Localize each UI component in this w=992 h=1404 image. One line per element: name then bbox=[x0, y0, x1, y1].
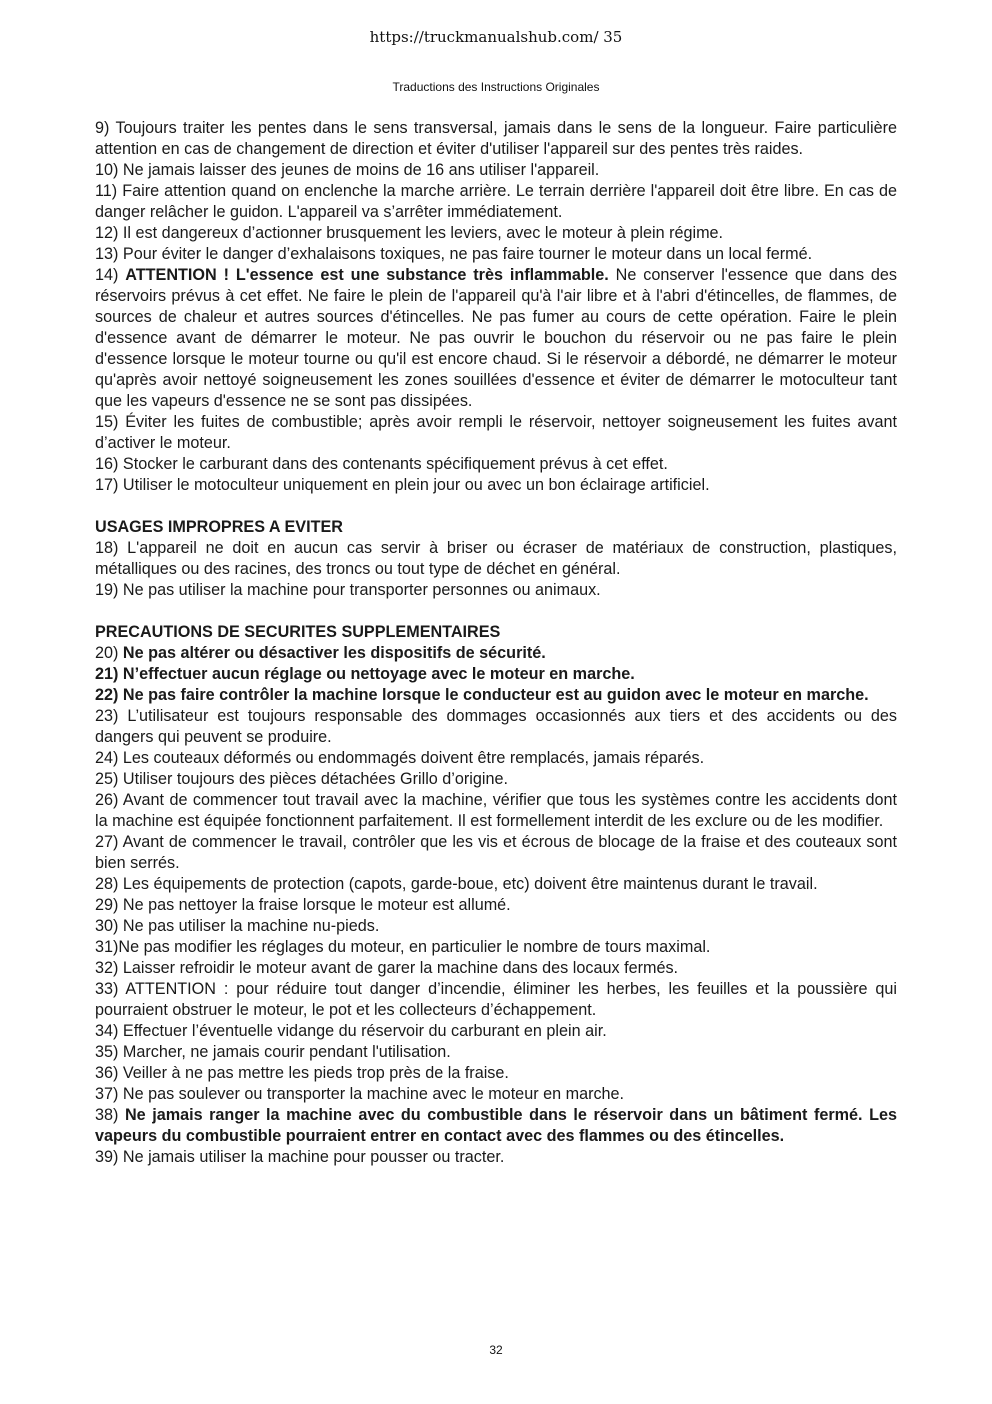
list-item: 13) Pour éviter le danger d’exhalaisons toxiques, ne pas faire tourner le moteur dans un local fermé. bbox=[95, 245, 813, 263]
item-text-bold: Ne pas altérer ou désactiver les dispositifs de sécurité. bbox=[122, 644, 546, 662]
list-item: 26) Avant de commencer tout travail avec la machine, vérifier que tous les systèmes contre les accidents dont la machine est équipée fonctionnent parfaitement. Il est formellement interdit de les exclure ou de les modifier. bbox=[95, 791, 897, 830]
list-item: 17) Utiliser le motoculteur uniquement en plein jour ou avec un bon éclairage artificiel. bbox=[95, 476, 710, 494]
list-item: 15) Éviter les fuites de combustible; après avoir rempli le réservoir, nettoyer soigneusement les fuites avant d’activer le moteur. bbox=[95, 413, 897, 452]
spacer bbox=[95, 496, 897, 517]
list-item: 23) L’utilisateur est toujours responsable des dommages occasionnés aux tiers et des accidents ou des dangers qui peuvent se produire. bbox=[95, 707, 897, 746]
item-number: 14) bbox=[95, 266, 119, 284]
item-text: Ne conserver l'essence que dans des réservoirs prévus à cet effet. Ne faire le plein de l'appareil qu'à l'air libre et à l'abri d'étincelles, de flammes, de sources de chaleur et autres sources d'étincelles. Ne pas fumer au cours de cette opération. Faire le plein d'essence avant de démarrer le moteur. Ne pas ouvrir le bouchon du réservoir ou ne pas faire le plein d'essence lorsque le moteur tourne ou qu'il est encore chaud. Si le réservoir a débordé, ne démarrer le moteur qu'après avoir nettoyé soigneusement les zones souillées d'essence et éviter de démarrer le motoculteur tant que les vapeurs d'essence ne se sont pas dissipées. bbox=[95, 266, 898, 410]
list-item: 35) Marcher, ne jamais courir pendant l'utilisation. bbox=[95, 1043, 451, 1061]
document-subtitle: Traductions des Instructions Originales bbox=[392, 80, 600, 94]
source-url[interactable]: https://truckmanualshub.com/ 35 bbox=[369, 28, 623, 46]
section-heading-improper-uses: USAGES IMPROPRES A EVITER bbox=[95, 518, 343, 536]
list-item: 34) Effectuer l’éventuelle vidange du réservoir du carburant en plein air. bbox=[95, 1022, 607, 1040]
list-item: 29) Ne pas nettoyer la fraise lorsque le moteur est allumé. bbox=[95, 896, 511, 914]
list-item bbox=[95, 1105, 897, 1147]
list-item: 36) Veiller à ne pas mettre les pieds trop près de la fraise. bbox=[95, 1064, 509, 1082]
list-item: 21) N’effectuer aucun réglage ou nettoyage avec le moteur en marche. bbox=[95, 665, 635, 683]
page-number: 32 bbox=[489, 1343, 503, 1357]
list-item bbox=[95, 643, 897, 664]
list-item: 37) Ne pas soulever ou transporter la machine avec le moteur en marche. bbox=[95, 1085, 625, 1103]
list-item: 19) Ne pas utiliser la machine pour transporter personnes ou animaux. bbox=[95, 581, 601, 599]
list-item: 30) Ne pas utiliser la machine nu-pieds. bbox=[95, 917, 380, 935]
section-heading-safety-precautions: PRECAUTIONS DE SECURITES SUPPLEMENTAIRES bbox=[95, 623, 501, 641]
list-item: 16) Stocker le carburant dans des contenants spécifiquement prévus à cet effet. bbox=[95, 455, 668, 473]
list-item: 32) Laisser refroidir le moteur avant de garer la machine dans des locaux fermés. bbox=[95, 959, 679, 977]
list-item: 27) Avant de commencer le travail, contrôler que les vis et écrous de blocage de la fraise et des couteaux sont bien serrés. bbox=[95, 833, 897, 872]
list-item: 10) Ne jamais laisser des jeunes de moins de 16 ans utiliser l'appareil. bbox=[95, 161, 600, 179]
list-item: 11) Faire attention quand on enclenche la marche arrière. Le terrain derrière l'appareil doit être libre. En cas de danger relâcher le guidon. L'appareil va s’arrêter immédiatement. bbox=[95, 182, 897, 221]
list-item bbox=[95, 265, 897, 412]
spacer bbox=[95, 601, 897, 622]
list-item: 12) Il est dangereux d’actionner brusquement les leviers, avec le moteur à plein régime. bbox=[95, 224, 724, 242]
document-body bbox=[95, 118, 897, 1168]
list-item: 31)Ne pas modifier les réglages du moteur, en particulier le nombre de tours maximal. bbox=[95, 938, 711, 956]
list-item: 18) L'appareil ne doit en aucun cas servir à briser ou écraser de matériaux de construction, plastiques, métalliques ou des racines, des troncs ou tout type de déchet en général. bbox=[95, 539, 897, 578]
item-number: 20) bbox=[95, 644, 119, 662]
list-item: 22) Ne pas faire contrôler la machine lorsque le conducteur est au guidon avec le moteur en marche. bbox=[95, 686, 869, 704]
list-item: 39) Ne jamais utiliser la machine pour pousser ou tracter. bbox=[95, 1148, 505, 1166]
list-item: 33) ATTENTION : pour réduire tout danger d’incendie, éliminer les herbes, les feuilles et la poussière qui pourraient obstruer le moteur, le pot et les collecteurs d’échappement. bbox=[95, 980, 897, 1019]
list-item: 24) Les couteaux déformés ou endommagés doivent être remplacés, jamais réparés. bbox=[95, 749, 705, 767]
item-text-bold: Ne jamais ranger la machine avec du combustible dans le réservoir dans un bâtiment fermé. Les vapeurs du combustible pourraient entrer en contact avec des flammes ou des étincelles. bbox=[95, 1106, 897, 1145]
list-item: 25) Utiliser toujours des pièces détachées Grillo d’origine. bbox=[95, 770, 508, 788]
list-item: 28) Les équipements de protection (capots, garde-boue, etc) doivent être maintenus durant le travail. bbox=[95, 875, 818, 893]
fuel-warning: ATTENTION ! L'essence est une substance très inflammable. bbox=[125, 266, 609, 284]
list-item: 9) Toujours traiter les pentes dans le sens transversal, jamais dans le sens de la longueur. Faire particulière attention en cas de changement de direction et éviter d'utiliser l'appareil sur des pentes très raides. bbox=[95, 119, 897, 158]
item-number: 38) bbox=[95, 1106, 119, 1124]
